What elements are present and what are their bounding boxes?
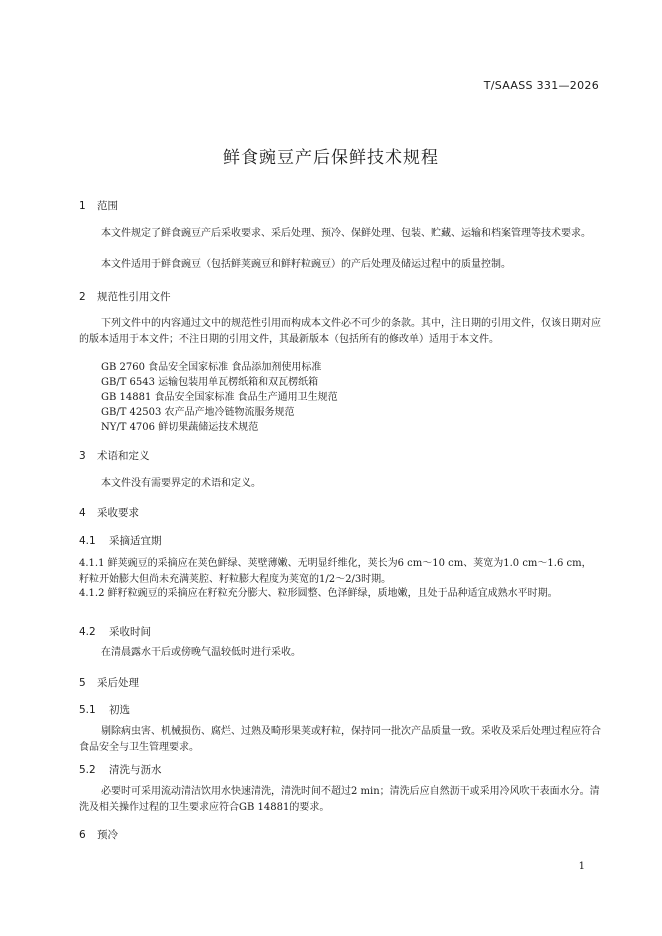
section-3-paragraph-1: 本文件没有需要界定的术语和定义。 bbox=[101, 478, 261, 489]
subsection-number: 5.1 bbox=[79, 704, 96, 716]
section-number: 2 bbox=[79, 291, 86, 303]
clause-4-1-1: 4.1.1 鲜荚豌豆的采摘应在荚色鲜绿、荚壁薄嫩、无明显纤维化，荚长为6 cm～10 cm、荚宽为1.0 cm～1.6 cm，籽粒开始膨大但尚未充满荚腔、籽粒膨大程度为荚宽的1/2～2/3时期。 bbox=[79, 558, 592, 585]
subsection-title: 采收时间 bbox=[109, 626, 151, 638]
subsection-4-1-heading bbox=[79, 533, 162, 548]
subsection-5-1-paragraph: 剔除病虫害、机械损伤、腐烂、过熟及畸形果荚或籽粒，保持同一批次产品质量一致。采收及采后处理过程应符合食品安全与卫生管理要求。 bbox=[79, 726, 601, 753]
subsection-5-2-heading bbox=[79, 762, 162, 777]
standard-number: T/SAASS 331—2026 bbox=[483, 79, 599, 92]
reference-item: GB/T 6543 运输包装用单瓦楞纸箱和双瓦楞纸箱 bbox=[101, 377, 319, 388]
section-2-heading bbox=[79, 289, 171, 304]
section-1-paragraph-1: 本文件规定了鲜食豌豆产后采收要求、采后处理、预冷、保鲜处理、包装、贮藏、运输和档案管理等技术要求。 bbox=[101, 228, 591, 239]
page-number: 1 bbox=[578, 861, 585, 872]
document-title: 鲜食豌豆产后保鲜技术规程 bbox=[223, 148, 439, 168]
subsection-number: 5.2 bbox=[79, 764, 96, 776]
reference-item: GB 14881 食品安全国家标准 食品生产通用卫生规范 bbox=[101, 392, 338, 403]
section-number: 5 bbox=[79, 677, 86, 689]
section-number: 1 bbox=[79, 200, 86, 212]
section-6-heading bbox=[79, 827, 118, 842]
section-title: 规范性引用文件 bbox=[97, 291, 171, 303]
section-3-heading bbox=[79, 448, 150, 463]
section-2-paragraph-1: 下列文件中的内容通过文中的规范性引用而构成本文件必不可少的条款。其中，注日期的引用文件，仅该日期对应的版本适用于本文件；不注日期的引用文件，其最新版本（包括所有的修改单）适用于本文件。 bbox=[79, 318, 601, 345]
subsection-title: 初选 bbox=[109, 704, 130, 716]
section-title: 预冷 bbox=[97, 829, 118, 841]
section-5-heading bbox=[79, 675, 139, 690]
section-number: 3 bbox=[79, 450, 86, 462]
subsection-5-1-heading bbox=[79, 702, 130, 717]
reference-item: GB 2760 食品安全国家标准 食品添加剂使用标准 bbox=[101, 362, 322, 373]
subsection-title: 清洗与沥水 bbox=[109, 764, 162, 776]
clause-4-1-2: 4.1.2 鲜籽粒豌豆的采摘应在籽粒充分膨大、粒形圆整、色泽鲜绿，质地嫩，且处于品种适宜成熟水平时期。 bbox=[79, 588, 558, 599]
section-title: 范围 bbox=[97, 200, 118, 212]
section-title: 术语和定义 bbox=[97, 450, 150, 462]
reference-item: NY/T 4706 鲜切果蔬储运技术规范 bbox=[101, 422, 259, 433]
section-number: 6 bbox=[79, 829, 86, 841]
subsection-number: 4.1 bbox=[79, 535, 96, 547]
subsection-5-2-paragraph: 必要时可采用流动清洁饮用水快速清洗，清洗时间不超过2 min；清洗后应自然沥干或采用冷风吹干表面水分。清洗及相关操作过程的卫生要求应符合GB 14881的要求。 bbox=[79, 786, 600, 813]
reference-item: GB/T 42503 农产品产地冷链物流服务规范 bbox=[101, 407, 295, 418]
section-number: 4 bbox=[79, 507, 86, 519]
section-title: 采收要求 bbox=[97, 507, 139, 519]
subsection-4-2-heading bbox=[79, 624, 151, 639]
section-1-heading bbox=[79, 198, 118, 213]
section-4-heading bbox=[79, 505, 139, 520]
section-title: 采后处理 bbox=[97, 677, 139, 689]
section-1-paragraph-2: 本文件适用于鲜食豌豆（包括鲜荚豌豆和鲜籽粒豌豆）的产后处理及储运过程中的质量控制。 bbox=[101, 259, 511, 270]
subsection-number: 4.2 bbox=[79, 626, 96, 638]
subsection-title: 采摘适宜期 bbox=[109, 535, 162, 547]
subsection-4-2-paragraph: 在清晨露水干后或傍晚气温较低时进行采收。 bbox=[101, 647, 301, 658]
